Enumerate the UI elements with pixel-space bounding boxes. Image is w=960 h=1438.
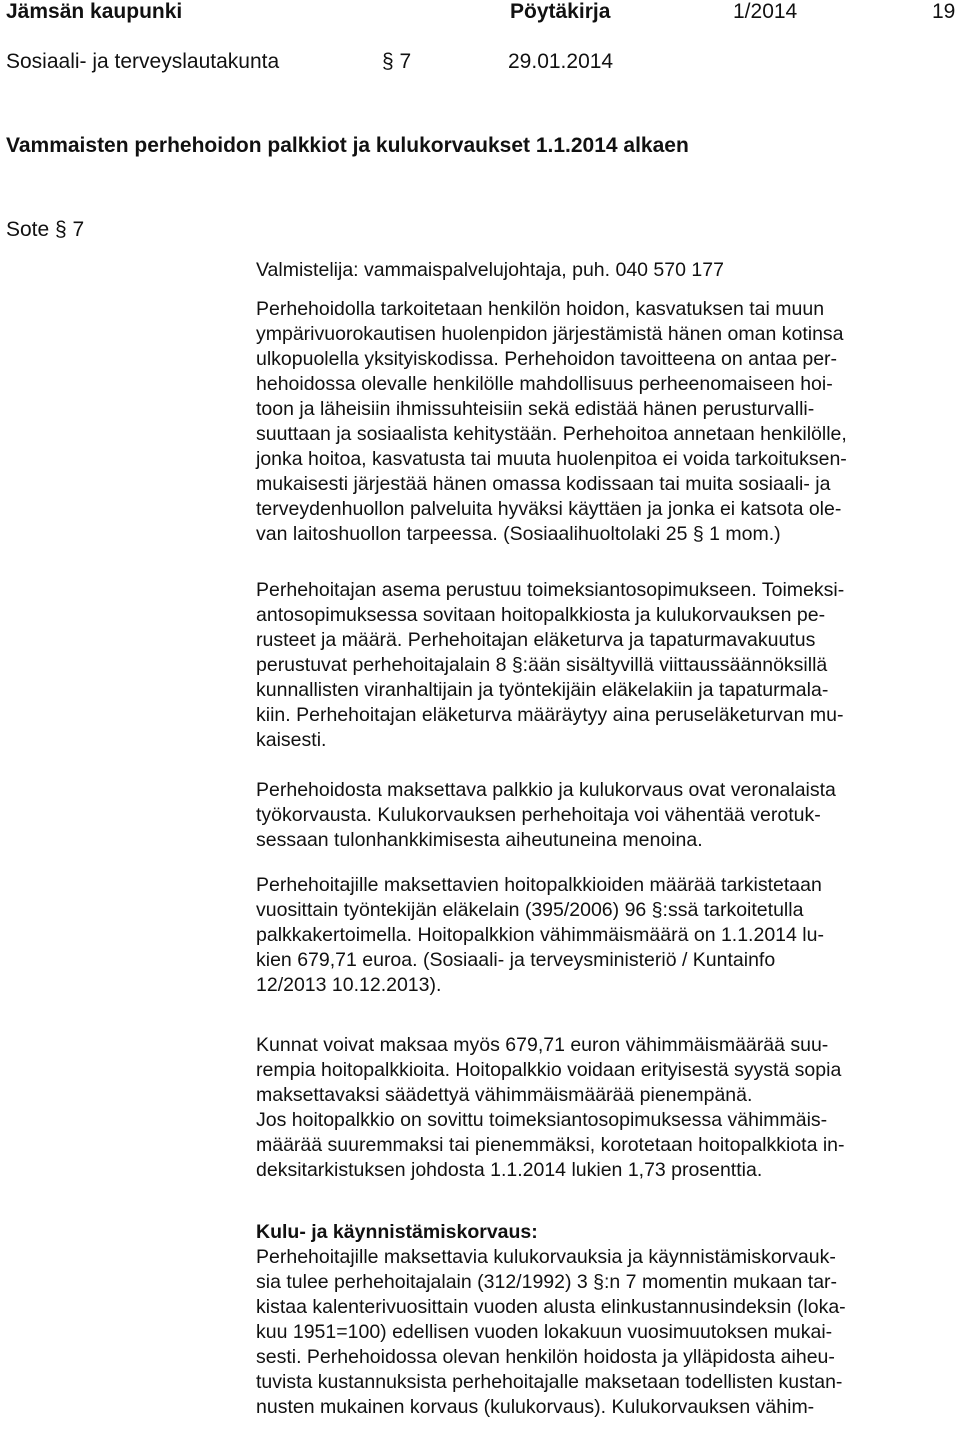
paragraph-line: kien 679,71 euroa. (Sosiaali- ja terveysministeriö / Kuntainfo xyxy=(256,949,776,971)
paragraph-line: kistaa kalenterivuosittain vuoden alusta elinkustannusindeksin (loka- xyxy=(256,1296,846,1318)
paragraph-line: kiin. Perhehoitajan eläketurva määräytyy aina peruseläketurvan mu- xyxy=(256,704,844,726)
paragraph-line: terveydenhuollon palveluita hyväksi käyttäen ja jonka ei katsota ole- xyxy=(256,498,842,520)
section-number: § 7 xyxy=(382,50,412,73)
paragraph-line: kaisesti. xyxy=(256,729,327,751)
paragraph-line: maksettavaksi säädettyä vähimmäismäärää pienempänä. xyxy=(256,1084,753,1106)
paragraph-line: toon ja läheisiin ihmissuhteisiin sekä edistää hänen perusturvalli- xyxy=(256,398,815,420)
paragraph-line: rempia hoitopalkkioita. Hoitopalkkio voidaan erityisestä syystä sopia xyxy=(256,1059,842,1081)
paragraph-line: Perhehoidosta maksettava palkkio ja kulukorvaus ovat veronalaista xyxy=(256,779,836,801)
doc-number: 1/2014 xyxy=(733,0,798,23)
paragraph-line: työkorvausta. Kulukorvauksen perhehoitaja voi vähentää verotuk- xyxy=(256,804,821,826)
paragraph-line: perustuvat perhehoitajalain 8 §:ään sisältyvillä viittaussäännöksillä xyxy=(256,654,828,676)
paragraph-line: 12/2013 10.12.2013). xyxy=(256,974,442,996)
paragraph-line: sessaan tulonhankkimisesta aiheutuneina menoina. xyxy=(256,829,703,851)
paragraph-line: Perhehoitajille maksettavien hoitopalkkioiden määrää tarkistetaan xyxy=(256,874,822,896)
section-heading: Kulu- ja käynnistämiskorvaus: xyxy=(256,1221,538,1243)
paragraph-line: Perhehoidolla tarkoitetaan henkilön hoidon, kasvatuksen tai muun xyxy=(256,298,825,320)
paragraph-line: rusteet ja määrä. Perhehoitajan eläketurva ja tapaturmavakuutus xyxy=(256,629,816,651)
document-title: Vammaisten perhehoidon palkkiot ja kulukorvaukset 1.1.2014 alkaen xyxy=(6,134,689,157)
paragraph-line: tuvista kustannuksista perhehoitajalle maksetaan todellisten kustan- xyxy=(256,1371,843,1393)
paragraph-line: hehoidossa olevalle henkilölle mahdollisuus perheenomaiseen hoi- xyxy=(256,373,833,395)
doc-type: Pöytäkirja xyxy=(510,0,611,23)
paragraph-line: vuosittain työntekijän eläkelain (395/2006) 96 §:ssä tarkoitetulla xyxy=(256,899,804,921)
paragraph-line: suuttaan ja sosiaalista kehitystään. Perhehoitoa annetaan henkilölle, xyxy=(256,423,847,445)
paragraph-line: Perhehoitajille maksettavia kulukorvauksia ja käynnistämiskorvauk- xyxy=(256,1246,836,1268)
paragraph-line: Perhehoitajan asema perustuu toimeksiantosopimukseen. Toimeksi- xyxy=(256,579,845,601)
paragraph-line: sesti. Perhehoidossa olevan henkilön hoidosta ja ylläpidosta aiheu- xyxy=(256,1346,835,1368)
paragraph-line: Jos hoitopalkkio on sovittu toimeksiantosopimuksessa vähimmäis- xyxy=(256,1109,828,1131)
paragraph-line: Kunnat voivat maksaa myös 679,71 euron vähimmäismäärää suu- xyxy=(256,1034,829,1056)
paragraph-line: ympärivuorokautisen huolenpidon järjestämistä hänen oman kotinsa xyxy=(256,323,844,345)
paragraph-line: määrää suuremmaksi tai pienemmäksi, korotetaan hoitopalkkiota in- xyxy=(256,1134,845,1156)
paragraph-line: kunnallisten viranhaltijain ja työntekijäin eläkelakiin ja tapaturmala- xyxy=(256,679,829,701)
paragraph-line: jonka hoitoa, kasvatusta tai muuta huolenpitoa ei voida tarkoituksen- xyxy=(256,448,847,470)
paragraph-line: sia tulee perhehoitajalain (312/1992) 3 §:n 7 momentin mukaan tar- xyxy=(256,1271,838,1293)
paragraph-line: ulkopuolella yksityiskodissa. Perhehoidon tavoitteena on antaa per- xyxy=(256,348,838,370)
page-number: 19 xyxy=(932,0,956,23)
meeting-date: 29.01.2014 xyxy=(508,50,614,73)
paragraph-line: kuu 1951=100) edellisen vuoden lokakuun vuosimuutoksen mukai- xyxy=(256,1321,833,1343)
paragraph-line: antosopimuksessa sovitaan hoitopalkkiosta ja kulukorvauksen pe- xyxy=(256,604,826,626)
preparer-line: Valmistelija: vammaispalvelujohtaja, puh. 040 570 177 xyxy=(256,259,724,281)
org-name: Jämsän kaupunki xyxy=(6,0,183,23)
paragraph-line: mukaisesti järjestää hänen omassa kodissaan tai muita sosiaali- ja xyxy=(256,473,831,495)
paragraph-line: palkkakertoimella. Hoitopalkkion vähimmäismäärä on 1.1.2014 lu- xyxy=(256,924,824,946)
paragraph-line: deksitarkistuksen johdosta 1.1.2014 lukien 1,73 prosenttia. xyxy=(256,1159,763,1181)
board-name: Sosiaali- ja terveyslautakunta xyxy=(6,50,280,73)
paragraph-line: nusten mukainen korvaus (kulukorvaus). Kulukorvauksen vähim- xyxy=(256,1396,815,1418)
item-reference: Sote § 7 xyxy=(6,218,85,241)
paragraph-line: van laitoshuollon tarpeessa. (Sosiaalihuoltolaki 25 § 1 mom.) xyxy=(256,523,781,545)
